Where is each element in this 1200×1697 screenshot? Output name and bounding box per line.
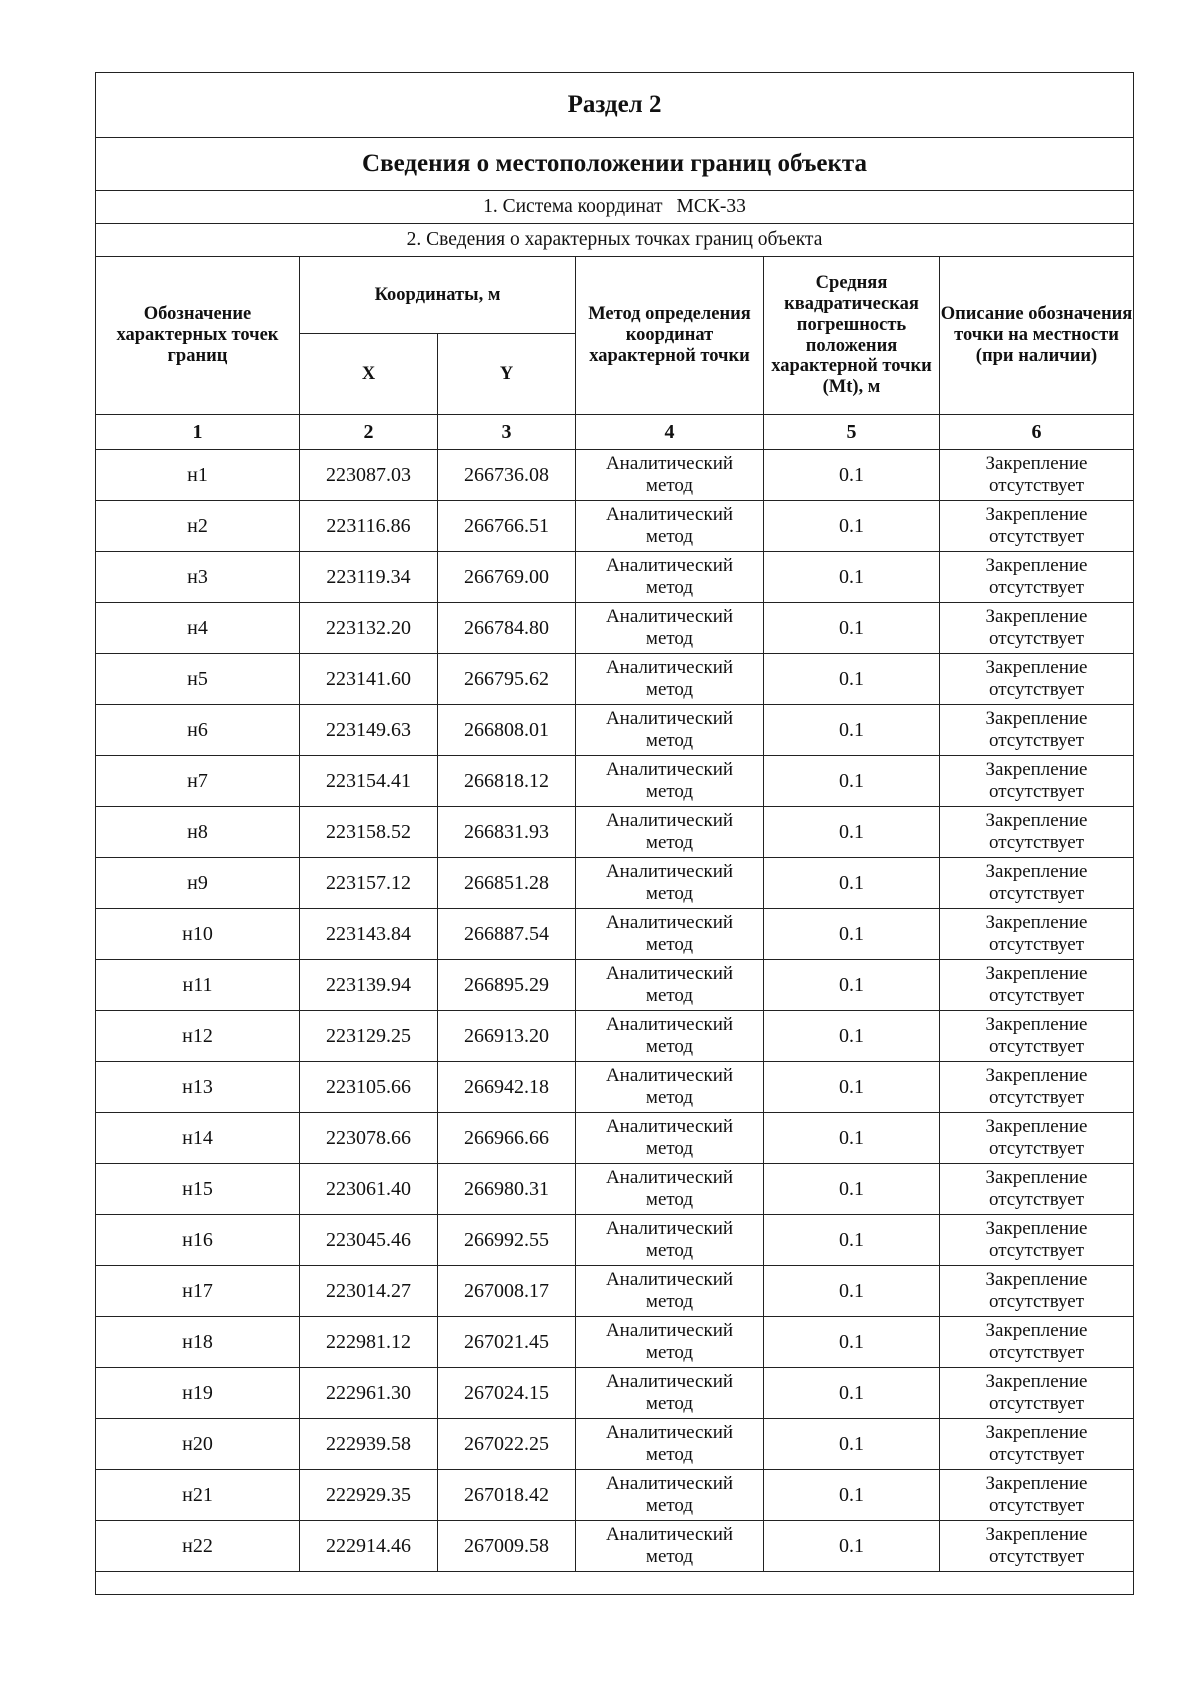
table-row: [96, 501, 1134, 552]
x-coordinate-cell: 223157.12: [300, 858, 438, 909]
column-number: 6: [940, 415, 1134, 450]
y-coordinate-cell: 266966.66: [438, 1113, 576, 1164]
mean-error-cell: 0.1: [764, 1368, 940, 1419]
point-id-cell: н21: [96, 1470, 300, 1521]
x-coordinate-cell: 223149.63: [300, 705, 438, 756]
method-cell: [576, 1419, 764, 1470]
method-cell: [576, 1113, 764, 1164]
description-cell: [940, 1113, 1134, 1164]
description-cell-line: отсутствует: [988, 985, 1085, 1006]
table-row: [96, 1215, 1134, 1266]
mean-error-cell: 0.1: [764, 1521, 940, 1572]
table-row: [96, 960, 1134, 1011]
point-id-cell: н16: [96, 1215, 300, 1266]
x-coordinate-cell: 223141.60: [300, 654, 438, 705]
mean-error-cell: 0.1: [764, 1011, 940, 1062]
method-cell-line: Аналитический: [605, 606, 734, 628]
method-cell-line: Аналитический: [605, 657, 734, 679]
method-cell: [576, 501, 764, 552]
mean-error-cell: 0.1: [764, 705, 940, 756]
description-cell-line: Закрепление: [985, 1014, 1088, 1036]
mean-error-cell: 0.1: [764, 1266, 940, 1317]
method-cell-line: метод: [645, 934, 694, 955]
table-row: [96, 1266, 1134, 1317]
description-cell-line: Закрепление: [985, 1218, 1088, 1240]
x-coordinate-cell: 223158.52: [300, 807, 438, 858]
method-cell-line: метод: [645, 1495, 694, 1516]
method-cell: [576, 807, 764, 858]
description-cell-line: Закрепление: [985, 912, 1088, 934]
y-coordinate-cell: 267022.25: [438, 1419, 576, 1470]
x-coordinate-cell: 223129.25: [300, 1011, 438, 1062]
description-cell-line: Закрепление: [985, 810, 1088, 832]
point-id-cell: н9: [96, 858, 300, 909]
method-cell-line: метод: [645, 832, 694, 853]
method-cell-line: метод: [645, 1342, 694, 1363]
description-cell: [940, 705, 1134, 756]
method-cell: [576, 705, 764, 756]
x-coordinate-cell: 223014.27: [300, 1266, 438, 1317]
x-coordinate-cell: 223045.46: [300, 1215, 438, 1266]
method-cell-line: метод: [645, 1444, 694, 1465]
coord-system-label: 1. Система координат: [483, 196, 663, 218]
method-cell-line: Аналитический: [605, 1473, 734, 1495]
mean-error-cell: 0.1: [764, 450, 940, 501]
point-id-cell: н2: [96, 501, 300, 552]
point-id-cell: н3: [96, 552, 300, 603]
coord-system-row: [96, 191, 1134, 224]
method-cell-line: Аналитический: [605, 708, 734, 730]
method-cell: [576, 909, 764, 960]
column-number: 5: [764, 415, 940, 450]
method-cell: [576, 1368, 764, 1419]
table-row: [96, 1470, 1134, 1521]
method-cell-line: Аналитический: [605, 1116, 734, 1138]
method-cell-line: метод: [645, 985, 694, 1006]
description-cell-line: отсутствует: [988, 1138, 1085, 1159]
mean-error-cell: 0.1: [764, 807, 940, 858]
header-point-designation: Обозначение характерных точек границ: [96, 257, 300, 415]
description-cell: [940, 1215, 1134, 1266]
description-cell-line: Закрепление: [985, 963, 1088, 985]
method-cell: [576, 654, 764, 705]
method-cell-line: метод: [645, 1393, 694, 1414]
description-cell: [940, 1368, 1134, 1419]
header-x: X: [300, 334, 438, 415]
description-cell-line: Закрепление: [985, 708, 1088, 730]
method-cell-line: метод: [645, 883, 694, 904]
description-cell-line: отсутствует: [988, 628, 1085, 649]
point-id-cell: н13: [96, 1062, 300, 1113]
method-cell-line: Аналитический: [605, 1422, 734, 1444]
point-id-cell: н18: [96, 1317, 300, 1368]
description-cell: [940, 1317, 1134, 1368]
y-coordinate-cell: 266895.29: [438, 960, 576, 1011]
x-coordinate-cell: 222929.35: [300, 1470, 438, 1521]
table-row: [96, 756, 1134, 807]
method-cell: [576, 960, 764, 1011]
point-id-cell: н19: [96, 1368, 300, 1419]
description-cell-line: Закрепление: [985, 1524, 1088, 1546]
y-coordinate-cell: 266818.12: [438, 756, 576, 807]
mean-error-cell: 0.1: [764, 756, 940, 807]
method-cell-line: Аналитический: [605, 861, 734, 883]
method-cell-line: Аналитический: [605, 1320, 734, 1342]
header-method: Метод определения координат характерной точки: [576, 257, 764, 415]
description-cell-line: Закрепление: [985, 504, 1088, 526]
header-mean-error: Средняя квадратическая погрешность положения характерной точки (Mt), м: [764, 257, 940, 415]
method-cell-line: метод: [645, 526, 694, 547]
y-coordinate-cell: 266795.62: [438, 654, 576, 705]
y-coordinate-cell: 266736.08: [438, 450, 576, 501]
mean-error-cell: 0.1: [764, 603, 940, 654]
method-cell-line: Аналитический: [605, 504, 734, 526]
description-cell-line: отсутствует: [988, 1087, 1085, 1108]
point-id-cell: н15: [96, 1164, 300, 1215]
section-title-row: [96, 73, 1134, 138]
description-cell-line: Закрепление: [985, 1167, 1088, 1189]
method-cell-line: метод: [645, 1189, 694, 1210]
description-cell-line: отсутствует: [988, 1546, 1085, 1567]
method-cell-line: Аналитический: [605, 1218, 734, 1240]
mean-error-cell: 0.1: [764, 909, 940, 960]
description-cell: [940, 1011, 1134, 1062]
description-cell-line: Закрепление: [985, 1422, 1088, 1444]
description-cell-line: отсутствует: [988, 679, 1085, 700]
y-coordinate-cell: 267021.45: [438, 1317, 576, 1368]
description-cell: [940, 450, 1134, 501]
y-coordinate-cell: 266769.00: [438, 552, 576, 603]
method-cell-line: метод: [645, 1240, 694, 1261]
method-cell-line: Аналитический: [605, 1014, 734, 1036]
method-cell: [576, 552, 764, 603]
description-cell-line: отсутствует: [988, 934, 1085, 955]
description-cell-line: отсутствует: [988, 832, 1085, 853]
method-cell-line: метод: [645, 1291, 694, 1312]
section-title: Раздел 2: [96, 73, 1134, 138]
method-cell: [576, 450, 764, 501]
mean-error-cell: 0.1: [764, 1215, 940, 1266]
method-cell: [576, 603, 764, 654]
description-cell-line: отсутствует: [988, 1444, 1085, 1465]
description-cell-line: Закрепление: [985, 555, 1088, 577]
x-coordinate-cell: 222914.46: [300, 1521, 438, 1572]
table-row: [96, 858, 1134, 909]
method-cell-line: Аналитический: [605, 1524, 734, 1546]
mean-error-cell: 0.1: [764, 1164, 940, 1215]
table-row: [96, 1419, 1134, 1470]
method-cell-line: метод: [645, 1036, 694, 1057]
description-cell-line: Закрепление: [985, 759, 1088, 781]
column-number: 1: [96, 415, 300, 450]
column-number: 3: [438, 415, 576, 450]
x-coordinate-cell: 222981.12: [300, 1317, 438, 1368]
description-cell-line: Закрепление: [985, 1371, 1088, 1393]
method-cell-line: Аналитический: [605, 810, 734, 832]
table-row: [96, 603, 1134, 654]
coord-system-value: МСК-33: [676, 196, 746, 218]
point-id-cell: н11: [96, 960, 300, 1011]
y-coordinate-cell: 267009.58: [438, 1521, 576, 1572]
mean-error-cell: 0.1: [764, 960, 940, 1011]
section-subtitle-row: [96, 138, 1134, 191]
description-cell: [940, 756, 1134, 807]
mean-error-cell: 0.1: [764, 1317, 940, 1368]
method-cell-line: метод: [645, 1087, 694, 1108]
trailing-empty-cell: [96, 1572, 1134, 1595]
description-cell-line: отсутствует: [988, 1036, 1085, 1057]
description-cell-line: Закрепление: [985, 1116, 1088, 1138]
x-coordinate-cell: 223139.94: [300, 960, 438, 1011]
y-coordinate-cell: 266831.93: [438, 807, 576, 858]
points-caption: 2. Сведения о характерных точках границ объекта: [96, 224, 1134, 257]
method-cell-line: метод: [645, 475, 694, 496]
table-row: [96, 1368, 1134, 1419]
description-cell-line: отсутствует: [988, 883, 1085, 904]
method-cell-line: Аналитический: [605, 555, 734, 577]
method-cell-line: Аналитический: [605, 912, 734, 934]
method-cell: [576, 1215, 764, 1266]
mean-error-cell: 0.1: [764, 1419, 940, 1470]
mean-error-cell: 0.1: [764, 858, 940, 909]
method-cell-line: Аналитический: [605, 1167, 734, 1189]
method-cell-line: Аналитический: [605, 963, 734, 985]
description-cell-line: Закрепление: [985, 861, 1088, 883]
table-row: [96, 1062, 1134, 1113]
method-cell-line: метод: [645, 628, 694, 649]
coord-system-cell: [96, 191, 1134, 224]
header-y: Y: [438, 334, 576, 415]
column-numbers-row: [96, 415, 1134, 450]
header-row-top: [96, 257, 1134, 334]
table-row: [96, 1317, 1134, 1368]
y-coordinate-cell: 267018.42: [438, 1470, 576, 1521]
point-id-cell: н4: [96, 603, 300, 654]
description-cell-line: отсутствует: [988, 475, 1085, 496]
description-cell: [940, 1521, 1134, 1572]
description-cell-line: Закрепление: [985, 1473, 1088, 1495]
x-coordinate-cell: 223087.03: [300, 450, 438, 501]
description-cell-line: отсутствует: [988, 1189, 1085, 1210]
point-id-cell: н10: [96, 909, 300, 960]
mean-error-cell: 0.1: [764, 501, 940, 552]
y-coordinate-cell: 266766.51: [438, 501, 576, 552]
table-row: [96, 450, 1134, 501]
description-cell: [940, 909, 1134, 960]
column-number: 2: [300, 415, 438, 450]
method-cell: [576, 756, 764, 807]
description-cell-line: Закрепление: [985, 453, 1088, 475]
description-cell-line: Закрепление: [985, 1320, 1088, 1342]
point-id-cell: н20: [96, 1419, 300, 1470]
mean-error-cell: 0.1: [764, 552, 940, 603]
description-cell: [940, 960, 1134, 1011]
table-trailing-row: [96, 1572, 1134, 1595]
description-cell: [940, 1266, 1134, 1317]
description-cell: [940, 807, 1134, 858]
method-cell-line: Аналитический: [605, 1065, 734, 1087]
document-sheet: [95, 72, 1133, 1635]
header-description: Описание обозначения точки на местности (при наличии): [940, 257, 1134, 415]
point-id-cell: н17: [96, 1266, 300, 1317]
description-cell: [940, 603, 1134, 654]
point-id-cell: н7: [96, 756, 300, 807]
y-coordinate-cell: 267008.17: [438, 1266, 576, 1317]
x-coordinate-cell: 222961.30: [300, 1368, 438, 1419]
method-cell-line: Аналитический: [605, 1269, 734, 1291]
description-cell: [940, 552, 1134, 603]
point-id-cell: н5: [96, 654, 300, 705]
point-id-cell: н14: [96, 1113, 300, 1164]
description-cell-line: Закрепление: [985, 606, 1088, 628]
mean-error-cell: 0.1: [764, 1470, 940, 1521]
description-cell-line: отсутствует: [988, 1291, 1085, 1312]
mean-error-cell: 0.1: [764, 654, 940, 705]
method-cell-line: метод: [645, 679, 694, 700]
method-cell: [576, 858, 764, 909]
description-cell-line: отсутствует: [988, 781, 1085, 802]
points-caption-row: [96, 224, 1134, 257]
y-coordinate-cell: 266980.31: [438, 1164, 576, 1215]
description-cell-line: отсутствует: [988, 1495, 1085, 1516]
method-cell: [576, 1521, 764, 1572]
table-row: [96, 807, 1134, 858]
description-cell-line: отсутствует: [988, 730, 1085, 751]
table-row: [96, 1011, 1134, 1062]
column-number: 4: [576, 415, 764, 450]
description-cell-line: Закрепление: [985, 1065, 1088, 1087]
method-cell-line: Аналитический: [605, 759, 734, 781]
table-row: [96, 909, 1134, 960]
method-cell: [576, 1470, 764, 1521]
x-coordinate-cell: 223078.66: [300, 1113, 438, 1164]
description-cell: [940, 858, 1134, 909]
method-cell-line: метод: [645, 781, 694, 802]
x-coordinate-cell: 223119.34: [300, 552, 438, 603]
description-cell-line: Закрепление: [985, 657, 1088, 679]
y-coordinate-cell: 266784.80: [438, 603, 576, 654]
point-id-cell: н12: [96, 1011, 300, 1062]
x-coordinate-cell: 223132.20: [300, 603, 438, 654]
section-subtitle: Сведения о местоположении границ объекта: [96, 138, 1134, 191]
description-cell: [940, 501, 1134, 552]
point-id-cell: н8: [96, 807, 300, 858]
description-cell-line: отсутствует: [988, 526, 1085, 547]
x-coordinate-cell: 223143.84: [300, 909, 438, 960]
method-cell: [576, 1317, 764, 1368]
mean-error-cell: 0.1: [764, 1062, 940, 1113]
header-coordinates: Координаты, м: [300, 257, 576, 334]
method-cell: [576, 1062, 764, 1113]
y-coordinate-cell: 266942.18: [438, 1062, 576, 1113]
method-cell-line: метод: [645, 577, 694, 598]
x-coordinate-cell: 223105.66: [300, 1062, 438, 1113]
method-cell: [576, 1266, 764, 1317]
method-cell-line: метод: [645, 1138, 694, 1159]
method-cell: [576, 1164, 764, 1215]
table-row: [96, 1113, 1134, 1164]
table-row: [96, 552, 1134, 603]
description-cell-line: отсутствует: [988, 1393, 1085, 1414]
description-cell-line: отсутствует: [988, 577, 1085, 598]
x-coordinate-cell: 222939.58: [300, 1419, 438, 1470]
mean-error-cell: 0.1: [764, 1113, 940, 1164]
method-cell-line: метод: [645, 730, 694, 751]
y-coordinate-cell: 266992.55: [438, 1215, 576, 1266]
y-coordinate-cell: 266808.01: [438, 705, 576, 756]
description-cell: [940, 1419, 1134, 1470]
description-cell-line: отсутствует: [988, 1342, 1085, 1363]
table-row: [96, 1164, 1134, 1215]
method-cell-line: метод: [645, 1546, 694, 1567]
x-coordinate-cell: 223061.40: [300, 1164, 438, 1215]
table-row: [96, 1521, 1134, 1572]
y-coordinate-cell: 266887.54: [438, 909, 576, 960]
description-cell-line: отсутствует: [988, 1240, 1085, 1261]
description-cell: [940, 1470, 1134, 1521]
description-cell-line: Закрепление: [985, 1269, 1088, 1291]
y-coordinate-cell: 267024.15: [438, 1368, 576, 1419]
y-coordinate-cell: 266851.28: [438, 858, 576, 909]
method-cell: [576, 1011, 764, 1062]
method-cell-line: Аналитический: [605, 1371, 734, 1393]
method-cell-line: Аналитический: [605, 453, 734, 475]
point-id-cell: н1: [96, 450, 300, 501]
description-cell: [940, 1164, 1134, 1215]
description-cell: [940, 1062, 1134, 1113]
point-id-cell: н6: [96, 705, 300, 756]
y-coordinate-cell: 266913.20: [438, 1011, 576, 1062]
description-cell: [940, 654, 1134, 705]
x-coordinate-cell: 223154.41: [300, 756, 438, 807]
table-row: [96, 654, 1134, 705]
point-id-cell: н22: [96, 1521, 300, 1572]
x-coordinate-cell: 223116.86: [300, 501, 438, 552]
table-row: [96, 705, 1134, 756]
boundary-points-table: [95, 72, 1134, 1595]
